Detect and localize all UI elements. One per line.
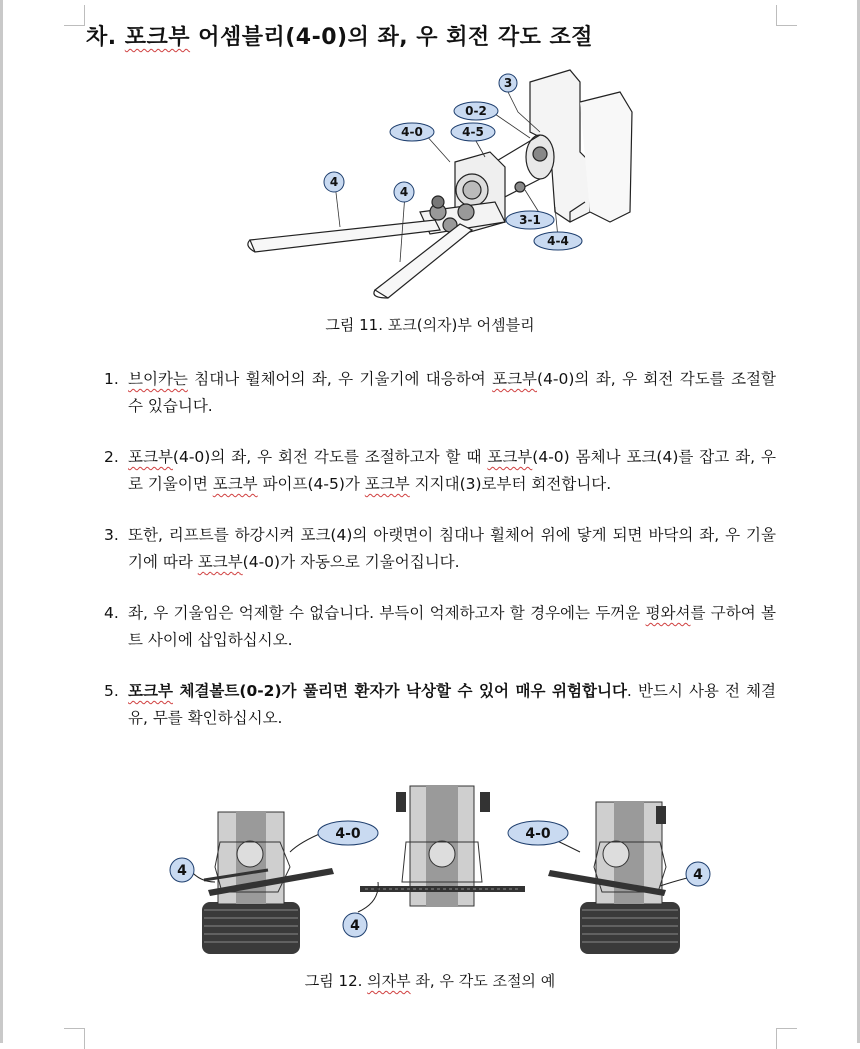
- heading-rest: 어셈블리(4-0)의 좌, 우 회전 각도 조절: [198, 25, 594, 50]
- list-item-warning: 5. 포크부 체결볼트(0-2)가 풀리면 환자가 낙상할 수 있어 매우 위험합니다. 반드시 사용 전 체결 유, 무를 확인하십시오.: [104, 682, 776, 727]
- tilt-label-right-4-0: 4-0: [525, 826, 551, 842]
- tilt-example-figure: [160, 782, 720, 962]
- page-edge-left: [0, 0, 3, 1043]
- tilt-label-right-4: 4: [693, 867, 703, 883]
- tilt-middle-unit: [360, 786, 525, 906]
- label-4-4: 4-4: [547, 234, 569, 248]
- label-4-a: 4: [329, 175, 339, 189]
- tilt-label-left-4: 4: [177, 863, 187, 879]
- crop-mark-bottom-left: [64, 1028, 85, 1049]
- list-item: 4. 좌, 우 기울임은 억제할 수 없습니다. 부득이 억제하고자 할 경우에는 두꺼운 평와셔를 구하여 볼트 사이에 삽입하십시오.: [104, 604, 776, 649]
- figure11-caption: 그림 11. 포크(의자)부 어셈블리: [325, 316, 535, 334]
- section-heading: [86, 20, 593, 51]
- tilt-left-unit: [202, 812, 334, 954]
- list-item: 3. 또한, 리프트를 하강시켜 포크(4)의 아랫면이 침대나 휠체어 위에 닿게 되면 바닥의 좌, 우 기울기에 따라 포크부(4-0)가 자동으로 기울어집니다.: [104, 526, 776, 571]
- label-4-b: 4: [399, 185, 409, 199]
- label-4-5: 4-5: [462, 125, 484, 139]
- crop-mark-bottom-right: [776, 1028, 797, 1049]
- figure12-caption: 그림 12. 의자부 좌, 우 각도 조절의 예: [304, 972, 556, 990]
- instruction-list: [104, 366, 776, 756]
- tilt-label-mid-4: 4: [350, 918, 360, 934]
- label-3: 3: [503, 76, 513, 90]
- label-0-2: 0-2: [465, 104, 487, 118]
- label-4-0: 4-0: [401, 125, 423, 139]
- label-3-1: 3-1: [519, 213, 541, 227]
- list-item: 1. 브이카는 침대나 휠체어의 좌, 우 기울기에 대응하여 포크부(4-0)의 좌, 우 회전 각도를 조절할 수 있습니다.: [104, 370, 776, 415]
- tilt-label-left-4-0: 4-0: [335, 826, 361, 842]
- heading-prefix: 차.: [86, 25, 117, 50]
- tilt-right-unit: [548, 802, 680, 954]
- fork-assembly-figure: [240, 62, 640, 312]
- list-item: 2. 포크부(4-0)의 좌, 우 회전 각도를 조절하고자 할 때 포크부(4-0) 몸체나 포크(4)를 잡고 좌, 우로 기울이면 포크부 파이프(4-5)가 포크부 지지대(3)로부터 회전합니다.: [104, 448, 776, 493]
- crop-mark-top-right: [776, 5, 797, 26]
- crop-mark-top-left: [64, 5, 85, 26]
- heading-underlined-word: 포크부: [124, 25, 191, 50]
